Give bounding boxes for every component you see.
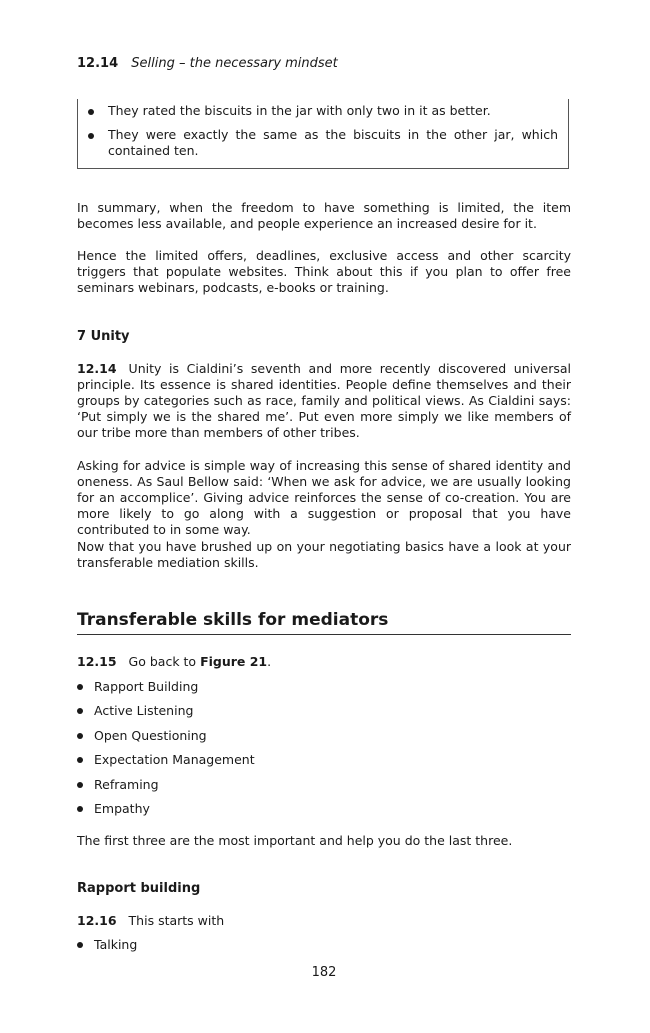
rapport-list xyxy=(77,937,137,961)
unity-text: Unity is Cialdini’s seventh and more recently discovered universal principle. Its essence is shared identities. People define themselves and their groups by categories such as race, family and political views. As Cialdini says: ‘Put simply we is the shared me’. Put even more simply we like members of our tribe more than members of other tribes. xyxy=(77,361,571,440)
running-head-number: 12.14 xyxy=(77,56,119,71)
skills-list xyxy=(77,679,255,825)
paragraph-number: 12.16 xyxy=(77,913,117,928)
unity-paragraph xyxy=(77,361,571,441)
bullet-icon xyxy=(77,733,83,739)
summary-paragraph: In summary, when the freedom to have something is limited, the item becomes less available, and people experience an increased desire for it. xyxy=(77,200,571,231)
skill-label: Active Listening xyxy=(94,703,194,719)
box-bullet-text: They rated the biscuits in the jar with only two in it as better. xyxy=(108,103,491,118)
skill-label: Expectation Management xyxy=(94,752,255,768)
paragraph-number: 12.15 xyxy=(77,654,117,669)
bullet-icon xyxy=(77,942,83,948)
bullet-icon xyxy=(77,757,83,763)
list-item xyxy=(77,777,255,801)
skill-label: Reframing xyxy=(94,776,159,792)
skill-label: Open Questioning xyxy=(94,727,207,743)
bullet-icon xyxy=(77,806,83,812)
running-head-title: Selling – the necessary mindset xyxy=(131,56,338,71)
bullet-icon xyxy=(77,782,83,788)
skill-label: Empathy xyxy=(94,800,150,816)
list-item xyxy=(77,937,137,961)
rapport-heading: Rapport building xyxy=(77,881,201,896)
section-title: Transferable skills for mediators xyxy=(77,610,571,635)
figure-ref-paragraph xyxy=(77,654,571,670)
box-bullet-item xyxy=(88,103,558,119)
bullet-icon xyxy=(88,133,94,139)
bullet-icon xyxy=(77,684,83,690)
page-number: 182 xyxy=(311,965,337,980)
box-bullet-text: They were exactly the same as the biscuits in the other jar, which contained ten. xyxy=(108,127,558,158)
unity-heading: 7 Unity xyxy=(77,329,130,344)
list-item xyxy=(77,728,255,752)
rapport-bullet-label: Talking xyxy=(94,937,138,952)
now-paragraph: Now that you have brushed up on your negotiating basics have a look at your transferable mediation skills. xyxy=(77,539,571,570)
list-item xyxy=(77,679,255,703)
paragraph-number: 12.14 xyxy=(77,361,117,376)
rapport-start-text: This starts with xyxy=(128,913,225,928)
running-head xyxy=(77,56,338,71)
advice-paragraph: Asking for advice is simple way of increasing this sense of shared identity and oneness. As Saul Bellow said: ‘When we ask for advice, we are usually looking for an accomplice’. Giving advice reinforces the sense of co-creation. You are more likely to go along with a suggestion or proposal that you have contributed to in some way. xyxy=(77,458,571,537)
box-bullet-item xyxy=(88,127,558,159)
figure-link[interactable]: Figure 21 xyxy=(200,654,268,669)
skill-label: Rapport Building xyxy=(94,679,199,694)
figure-ref-text: Go back to xyxy=(128,654,201,669)
bullet-icon xyxy=(88,109,94,115)
first-three-paragraph: The first three are the most important and help you do the last three. xyxy=(77,833,513,848)
list-item xyxy=(77,752,255,776)
rapport-start-paragraph xyxy=(77,913,571,929)
figure-ref-period: . xyxy=(267,654,272,669)
hence-paragraph: Hence the limited offers, deadlines, exclusive access and other scarcity triggers that populate websites. Think about this if you plan to offer free seminars webinars, podcasts, e-books or training. xyxy=(77,248,571,295)
list-item xyxy=(77,801,255,825)
list-item xyxy=(77,703,255,727)
boxed-list xyxy=(77,99,569,169)
bullet-icon xyxy=(77,708,83,714)
